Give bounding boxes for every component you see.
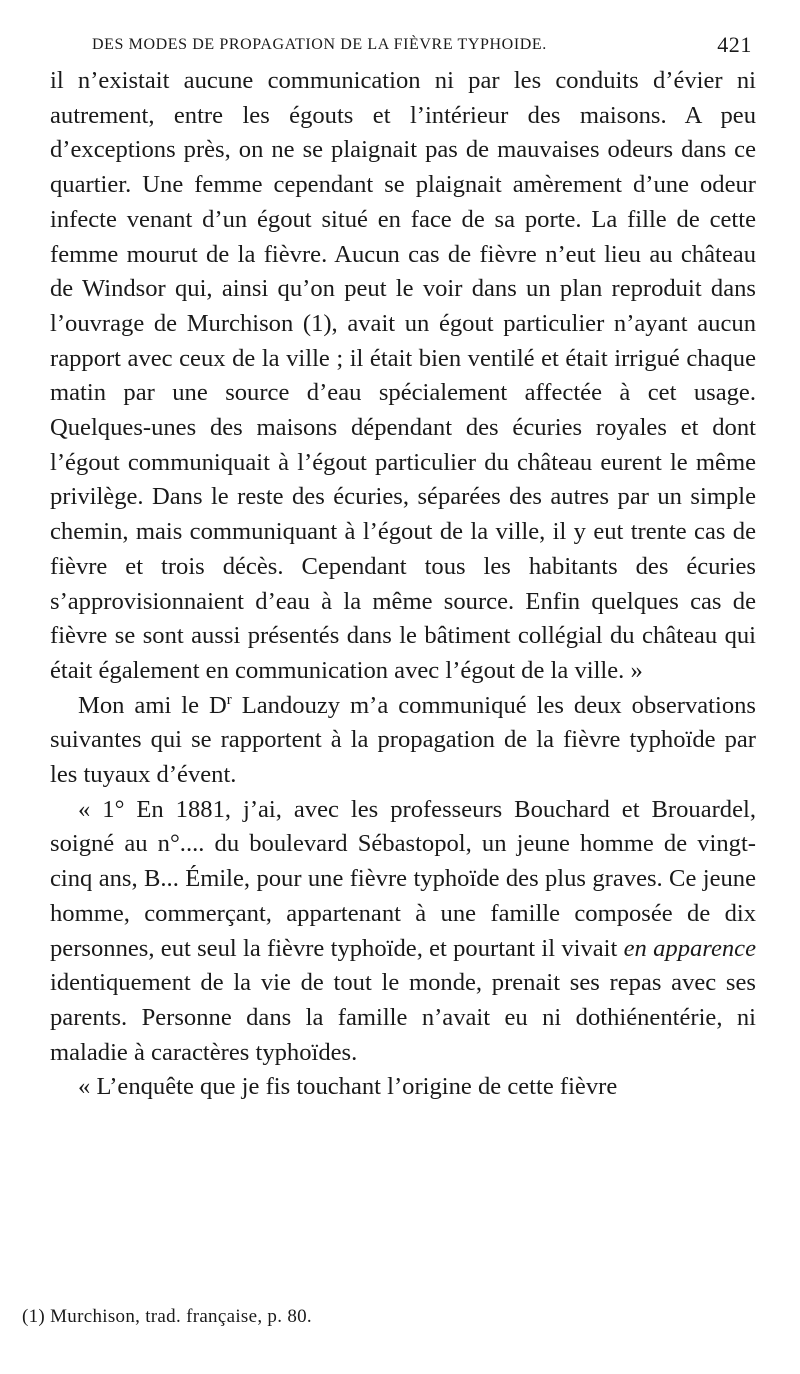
book-page xyxy=(50,30,756,1105)
paragraph-landouzy-start: Mon ami le D xyxy=(78,691,227,719)
italic-phrase: en apparence xyxy=(623,934,756,962)
running-title: DES MODES DE PROPAGATION DE LA FIÈVRE TYPHOIDE. xyxy=(92,36,547,53)
paragraph-landouzy xyxy=(50,689,756,793)
body-text xyxy=(50,64,756,1105)
paragraph-observation-1-start: « 1° En 1881, j’ai, avec les professeurs Bouchard et Brouardel, soigné au n°.... du boulevard Sébastopol, un jeune homme de vingt-cinq ans, B... Émile, pour une fièvre typhoïde des plus graves. Ce jeune homme, commerçant, appartenant à une famille composée de dix personnes, eut seul la fièvre typhoïde, et pourtant il vivait xyxy=(50,795,756,962)
paragraph-observation-1 xyxy=(50,793,756,1071)
doctor-abbrev-superscript: r xyxy=(226,691,232,708)
paragraph-enquete: « L’enquête que je fis touchant l’origine de cette fièvre xyxy=(78,1073,618,1101)
paragraph-landouzy-rest: Landouzy m’a communiqué les deux observations suivantes qui se rapportent à la propagation de la fièvre typhoïde par les tuyaux d’évent. xyxy=(50,691,756,789)
page-number: 421 xyxy=(717,32,752,57)
paragraph-observation-1-rest: identiquement de la vie de tout le monde, prenait ses repas avec ses parents. Personne dans la famille n’avait eu ni dothiénentérie, ni maladie à caractères typhoïdes. xyxy=(50,969,756,1066)
running-header xyxy=(50,30,756,64)
footnote: (1) Murchison, trad. française, p. 80. xyxy=(22,1306,312,1327)
paragraph-continuation: il n’existait aucune communication ni par les conduits d’évier ni autrement, entre les égouts et l’intérieur des maisons. A peu d’exceptions près, on ne se plaignait pas de mauvaises odeurs dans ce quartier. Une femme cependant se plaignait amèrement d’une odeur infecte venant d’un égout situé en face de sa porte. La fille de cette femme mourut de la fièvre. Aucun cas de fièvre n’eut lieu au château de Windsor qui, ainsi qu’on peut le voir dans un plan reproduit dans l’ouvrage de Murchison (1), avait un égout particulier n’ayant aucun rapport avec ceux de la ville ; il était bien ventilé et était irrigué chaque matin par une source d’eau spécialement affectée à cet usage. Quelques-unes des maisons dépendant des écuries royales et dont l’égout communiquait à l’égout particulier du château eurent le même privilège. Dans le reste des écuries, séparées des autres par un simple chemin, mais communiquant à l’égout de la ville, il y eut trente cas de fièvre et trois décès. Cependant tous les habitants des écuries s’approvisionnaient d’eau à la même source. Enfin quelques cas de fièvre se sont aussi présentés dans le bâtiment collégial du château qui était également en communication avec l’égout de la ville. » xyxy=(50,67,756,684)
